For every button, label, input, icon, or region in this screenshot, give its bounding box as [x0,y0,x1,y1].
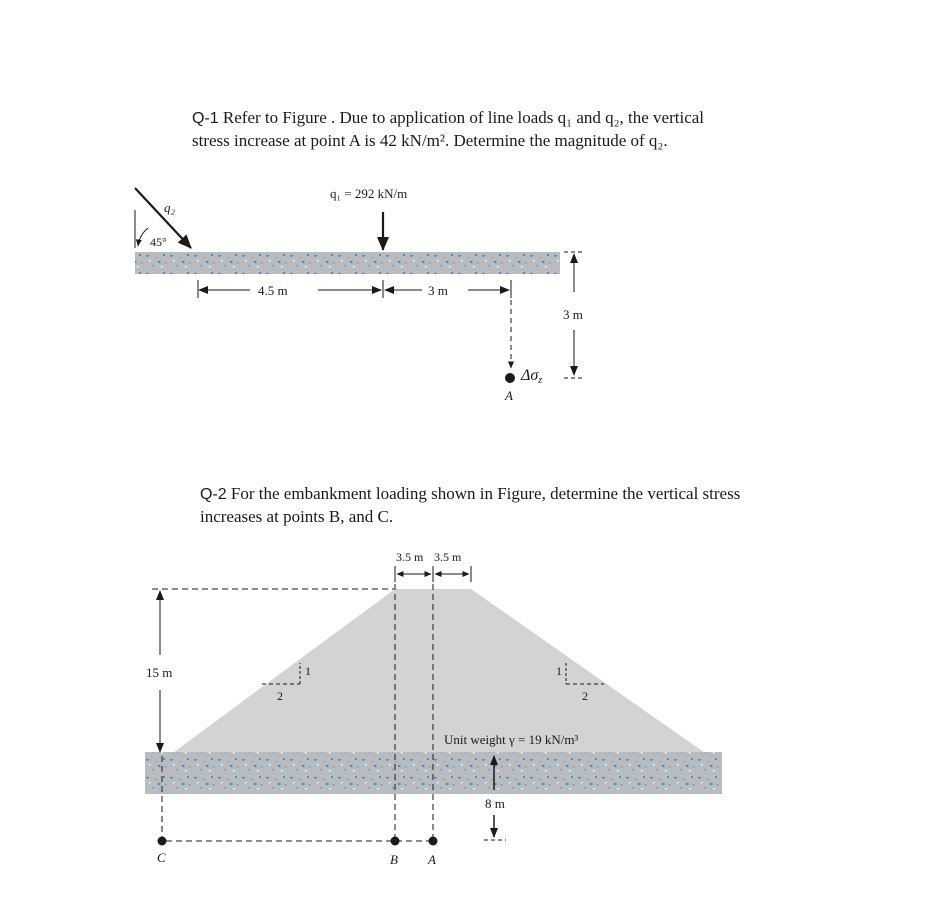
point-c-label: C [157,850,166,865]
unit-weight-label: Unit weight γ = 19 kN/m³ [444,732,579,747]
figure-2 [145,550,722,867]
point-a2-marker [429,837,438,846]
slope-left-v-label: 1 [305,664,311,678]
question-2-text-1: For the embankment loading shown in Figure, determine the vertical stress [230,484,741,503]
figure-1 [135,186,584,403]
q1-label: q₁ = 292 kN/m [330,186,408,201]
point-c-marker [158,837,167,846]
point-a-label: A [505,388,513,403]
point-a2-label: A [428,852,436,867]
question-1-number: Q-1 [192,110,219,127]
question-1-text-1: Refer to Figure . Due to application of line loads q₁ and q₂, the vertical [222,108,705,127]
dim-label-3: 3 m [428,283,448,298]
top-dim-left-label: 3.5 m [396,550,424,564]
point-b-marker [391,837,400,846]
dim-label-4.5: 4.5 m [258,283,288,298]
depth-8-label: 8 m [485,796,505,811]
slope-right-h-label: 2 [582,689,588,703]
slope-right-v-label: 1 [556,664,562,678]
point-a-marker [505,373,515,383]
question-2-line-2: increases at points B, and C. [200,507,394,526]
point-b-label: B [390,852,398,867]
height-label: 15 m [146,665,173,680]
angle-arc [138,228,148,246]
embankment [170,589,708,755]
q2-label: q₂ [164,200,176,215]
angle-label: 45° [150,235,167,249]
top-dim-right-label: 3.5 m [434,550,462,564]
stress-label: Δσz [521,367,543,386]
slope-left-h-label: 2 [277,689,283,703]
question-1-line-2: stress increase at point A is 42 kN/m². Determine the magnitude of q₂. [192,131,668,150]
depth-label: 3 m [563,307,583,322]
ground-layer-1 [135,252,560,274]
question-2-number: Q-2 [200,486,227,503]
